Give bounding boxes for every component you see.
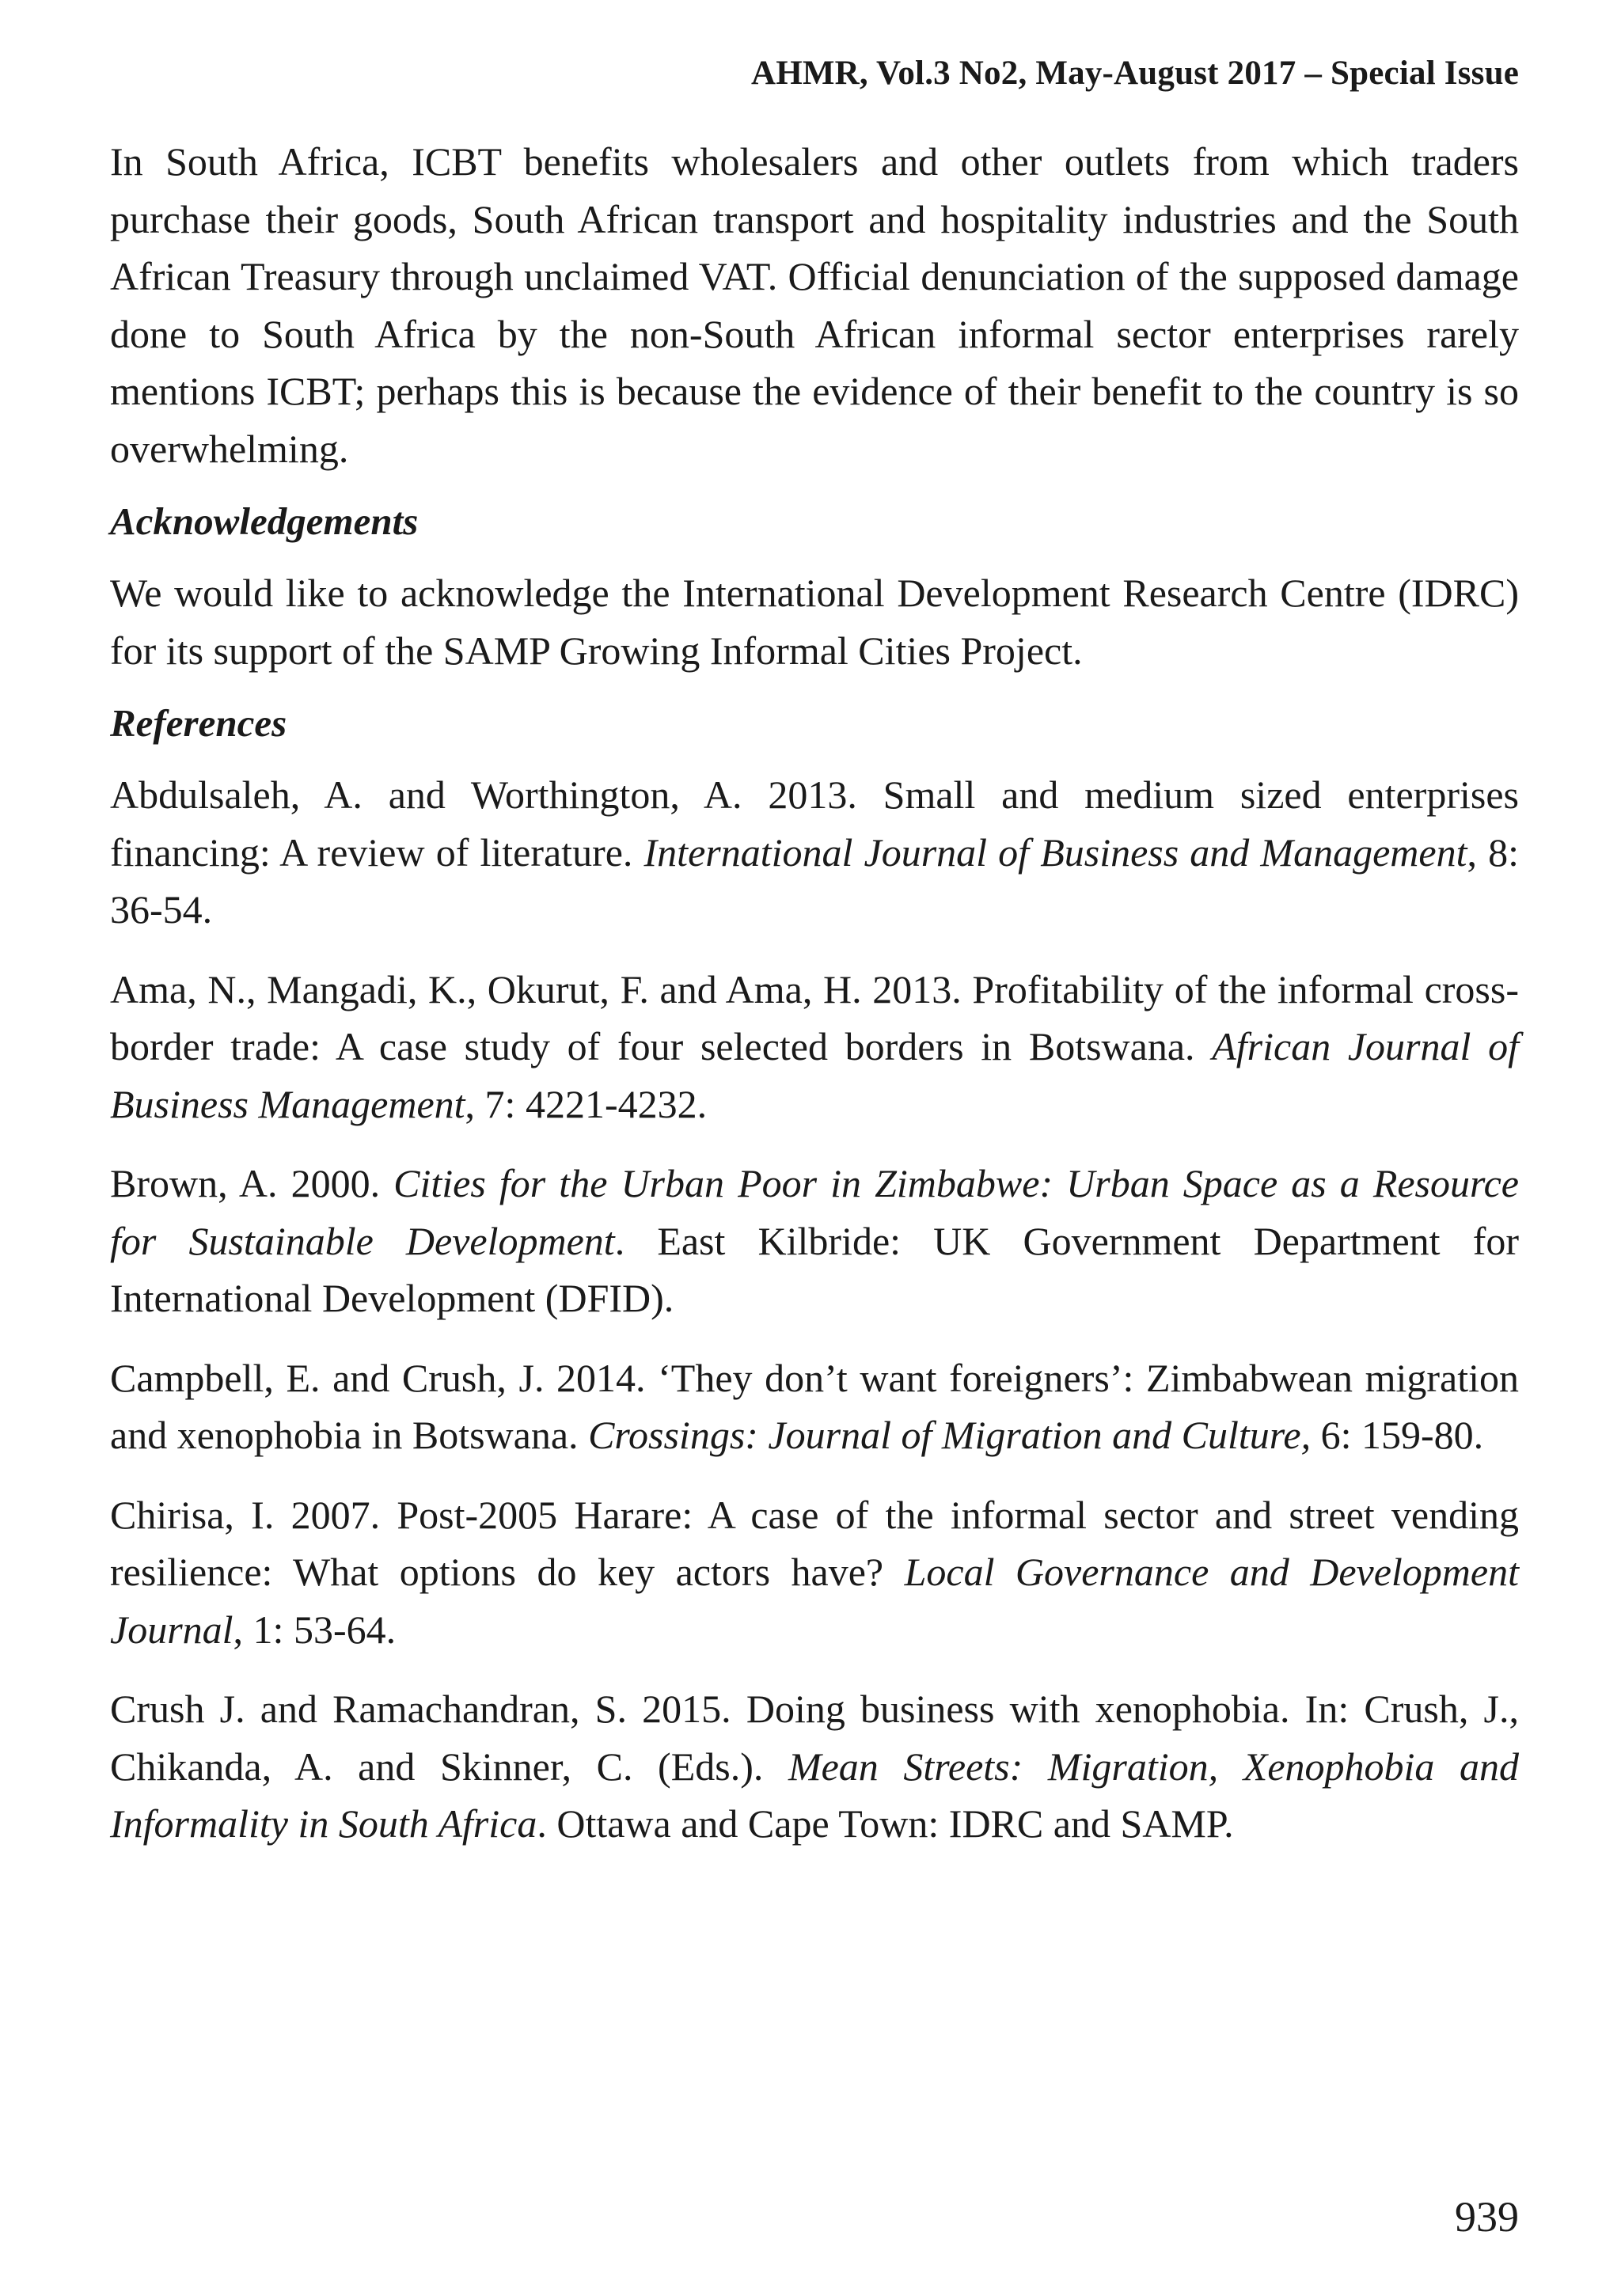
running-header: AHMR, Vol.3 No2, May-August 2017 – Special Issue	[750, 55, 1519, 92]
page-content	[110, 133, 1519, 1875]
reference-item	[110, 1486, 1519, 1659]
reference-details: , 7: 4221-4232.	[465, 1081, 708, 1126]
reference-text: Crush J. and Ramachandran, S. 2015. Doing business with xenophobia. In: Crush, J., Chikanda, A. and Skinner, C. (Eds.).	[110, 1687, 1519, 1789]
reference-text: Chirisa, I. 2007. Post-2005 Harare: A case of the informal sector and street vending resilience: What options do key actors have?	[110, 1492, 1519, 1594]
page-number: 939	[1455, 2193, 1519, 2241]
document-page	[110, 0, 1519, 2296]
reference-text: Campbell, E. and Crush, J. 2014. ‘They don’t want foreigners’: Zimbabwean migration and xenophobia in Botswana.	[110, 1355, 1519, 1457]
reference-source-title: Crossings: Journal of Migration and Culture,	[588, 1413, 1312, 1457]
reference-text: Abdulsaleh, A. and Worthington, A. 2013. Small and medium sized enterprises financing: A review of literature.	[110, 772, 1519, 875]
acknowledgements-text: We would like to acknowledge the International Development Research Centre (IDRC) for its support of the SAMP Growing Informal Cities Project.	[110, 571, 1519, 673]
reference-source-title: Cities for the Urban Poor in Zimbabwe: Urban Space as a Resource for Sustainable Development	[110, 1161, 1519, 1263]
reference-text: Brown, A. 2000.	[110, 1161, 394, 1205]
references-heading: References	[110, 701, 287, 745]
reference-item	[110, 766, 1519, 939]
reference-list	[110, 766, 1519, 1853]
reference-details: . East Kilbride: UK Government Department for International Development (DFID).	[110, 1218, 1519, 1320]
reference-details: , 8: 36-54.	[110, 829, 1519, 932]
acknowledgements-heading: Acknowledgements	[110, 499, 419, 543]
reference-item	[110, 1680, 1519, 1853]
reference-details: . Ottawa and Cape Town: IDRC and SAMP.	[537, 1801, 1234, 1846]
reference-source-title: African Journal of Business Management	[110, 1024, 1519, 1126]
reference-item	[110, 1155, 1519, 1327]
reference-details: 6: 159-80.	[1311, 1413, 1484, 1457]
reference-source-title: International Journal of Business and Management	[643, 829, 1467, 875]
intro-paragraph: In South Africa, ICBT benefits wholesalers and other outlets from which traders purchase their goods, South African transport and hospitality industries and the South African Treasury through unclaimed VAT. Official denunciation of the supposed damage done to South Africa by the non-South African informal sector enterprises rarely mentions ICBT; perhaps this is because the evidence of their benefit to the country is so overwhelming.	[110, 139, 1519, 471]
reference-source-title: Mean Streets: Migration, Xenophobia and Informality in South Africa	[110, 1744, 1519, 1846]
reference-item	[110, 1349, 1519, 1464]
reference-item	[110, 961, 1519, 1133]
reference-source-title: Local Governance and Development Journal	[110, 1550, 1519, 1652]
reference-text: Ama, N., Mangadi, K., Okurut, F. and Ama, H. 2013. Profitability of the informal cross-border trade: A case study of four selected borders in Botswana.	[110, 966, 1519, 1068]
reference-details: , 1: 53-64.	[233, 1607, 397, 1652]
